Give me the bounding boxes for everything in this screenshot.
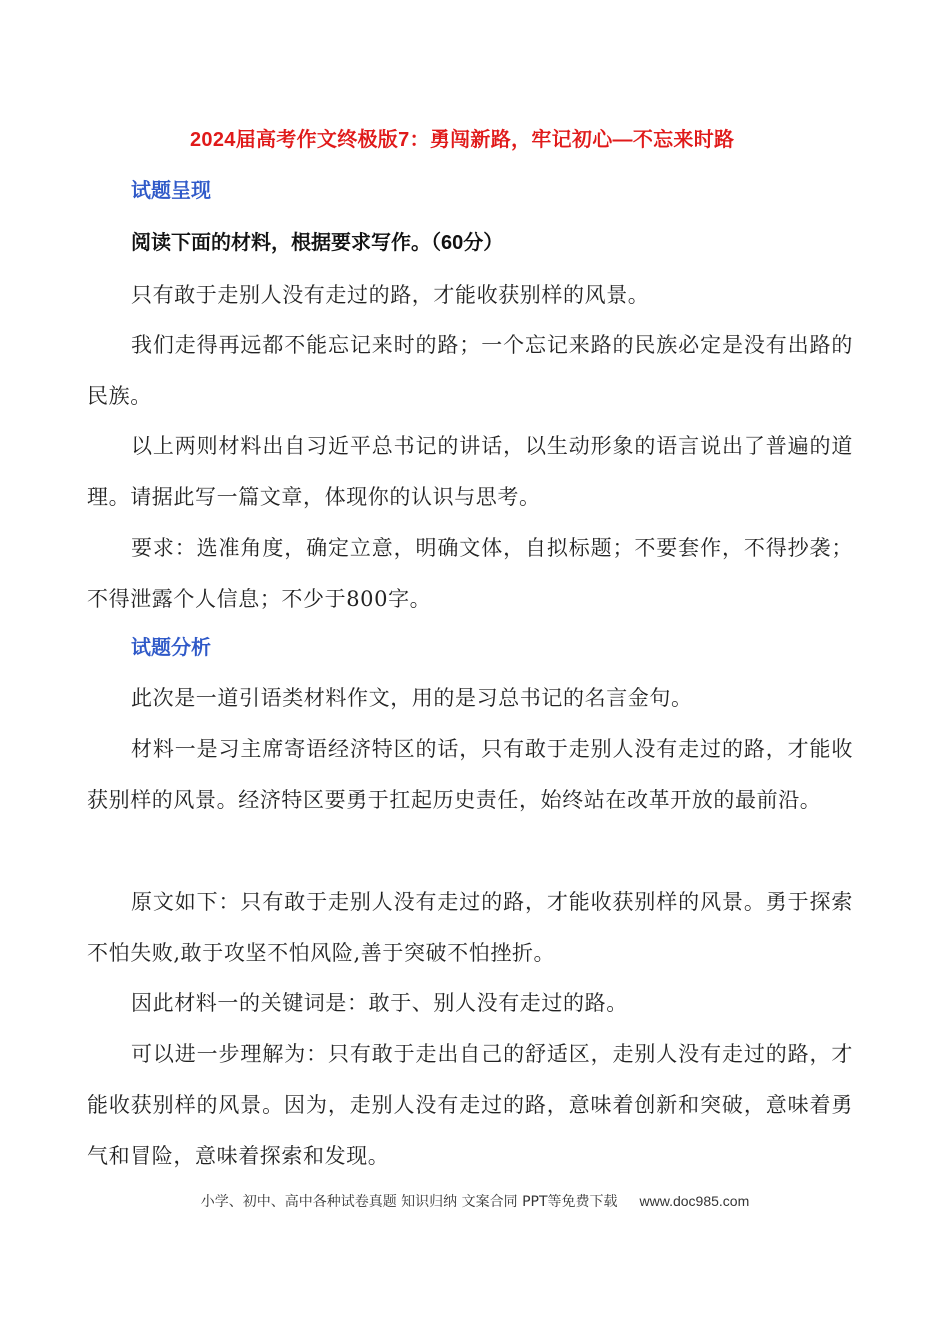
document-title: 2024届高考作文终极版7：勇闯新路，牢记初心—不忘来时路 [190,129,735,151]
section-heading-analysis: 试题分析 [131,637,211,659]
analysis-paragraph-1: 此次是一道引语类材料作文，用的是习总书记的名言金句。 [131,686,693,710]
writing-instruction: 阅读下面的材料，根据要求写作。（60分） [131,232,504,254]
material-source-paragraph: 以上两则材料出自习近平总书记的讲话，以生动形象的语言说出了普遍的道理。请据此写一篇文章，体现你的认识与思考。 [87,434,853,509]
analysis-paragraph-5: 可以进一步理解为：只有敢于走出自己的舒适区，走别人没有走过的路，才能收获别样的风景。因为，走别人没有走过的路，意味着创新和突破，意味着勇气和冒险，意味着探索和发现。 [87,1042,853,1168]
footer-url[interactable]: www.doc985.com [639,1193,750,1209]
requirements-paragraph: 要求：选准角度，确定立意，明确文体，自拟标题；不要套作，不得抄袭；不得泄露个人信息；不少于800字。 [87,536,853,611]
analysis-paragraph-3: 原文如下：只有敢于走别人没有走过的路，才能收获别样的风景。勇于探索不怕失败,敢于攻坚不怕风险,善于突破不怕挫折。 [87,890,853,965]
material-paragraph-2: 我们走得再远都不能忘记来时的路；一个忘记来路的民族必定是没有出路的民族。 [87,333,853,408]
analysis-paragraph-4: 因此材料一的关键词是：敢于、别人没有走过的路。 [131,991,628,1015]
analysis-paragraph-2: 材料一是习主席寄语经济特区的话，只有敢于走别人没有走过的路，才能收获别样的风景。经济特区要勇于扛起历史责任，始终站在改革开放的最前沿。 [87,737,853,812]
footer-text: 小学、初中、高中各种试卷真题 知识归纳 文案合同 PPT等免费下载 [200,1194,618,1210]
section-heading-question: 试题呈现 [131,180,211,202]
material-paragraph-1: 只有敢于走别人没有走过的路，才能收获别样的风景。 [131,283,650,307]
page-footer [0,1190,950,1213]
